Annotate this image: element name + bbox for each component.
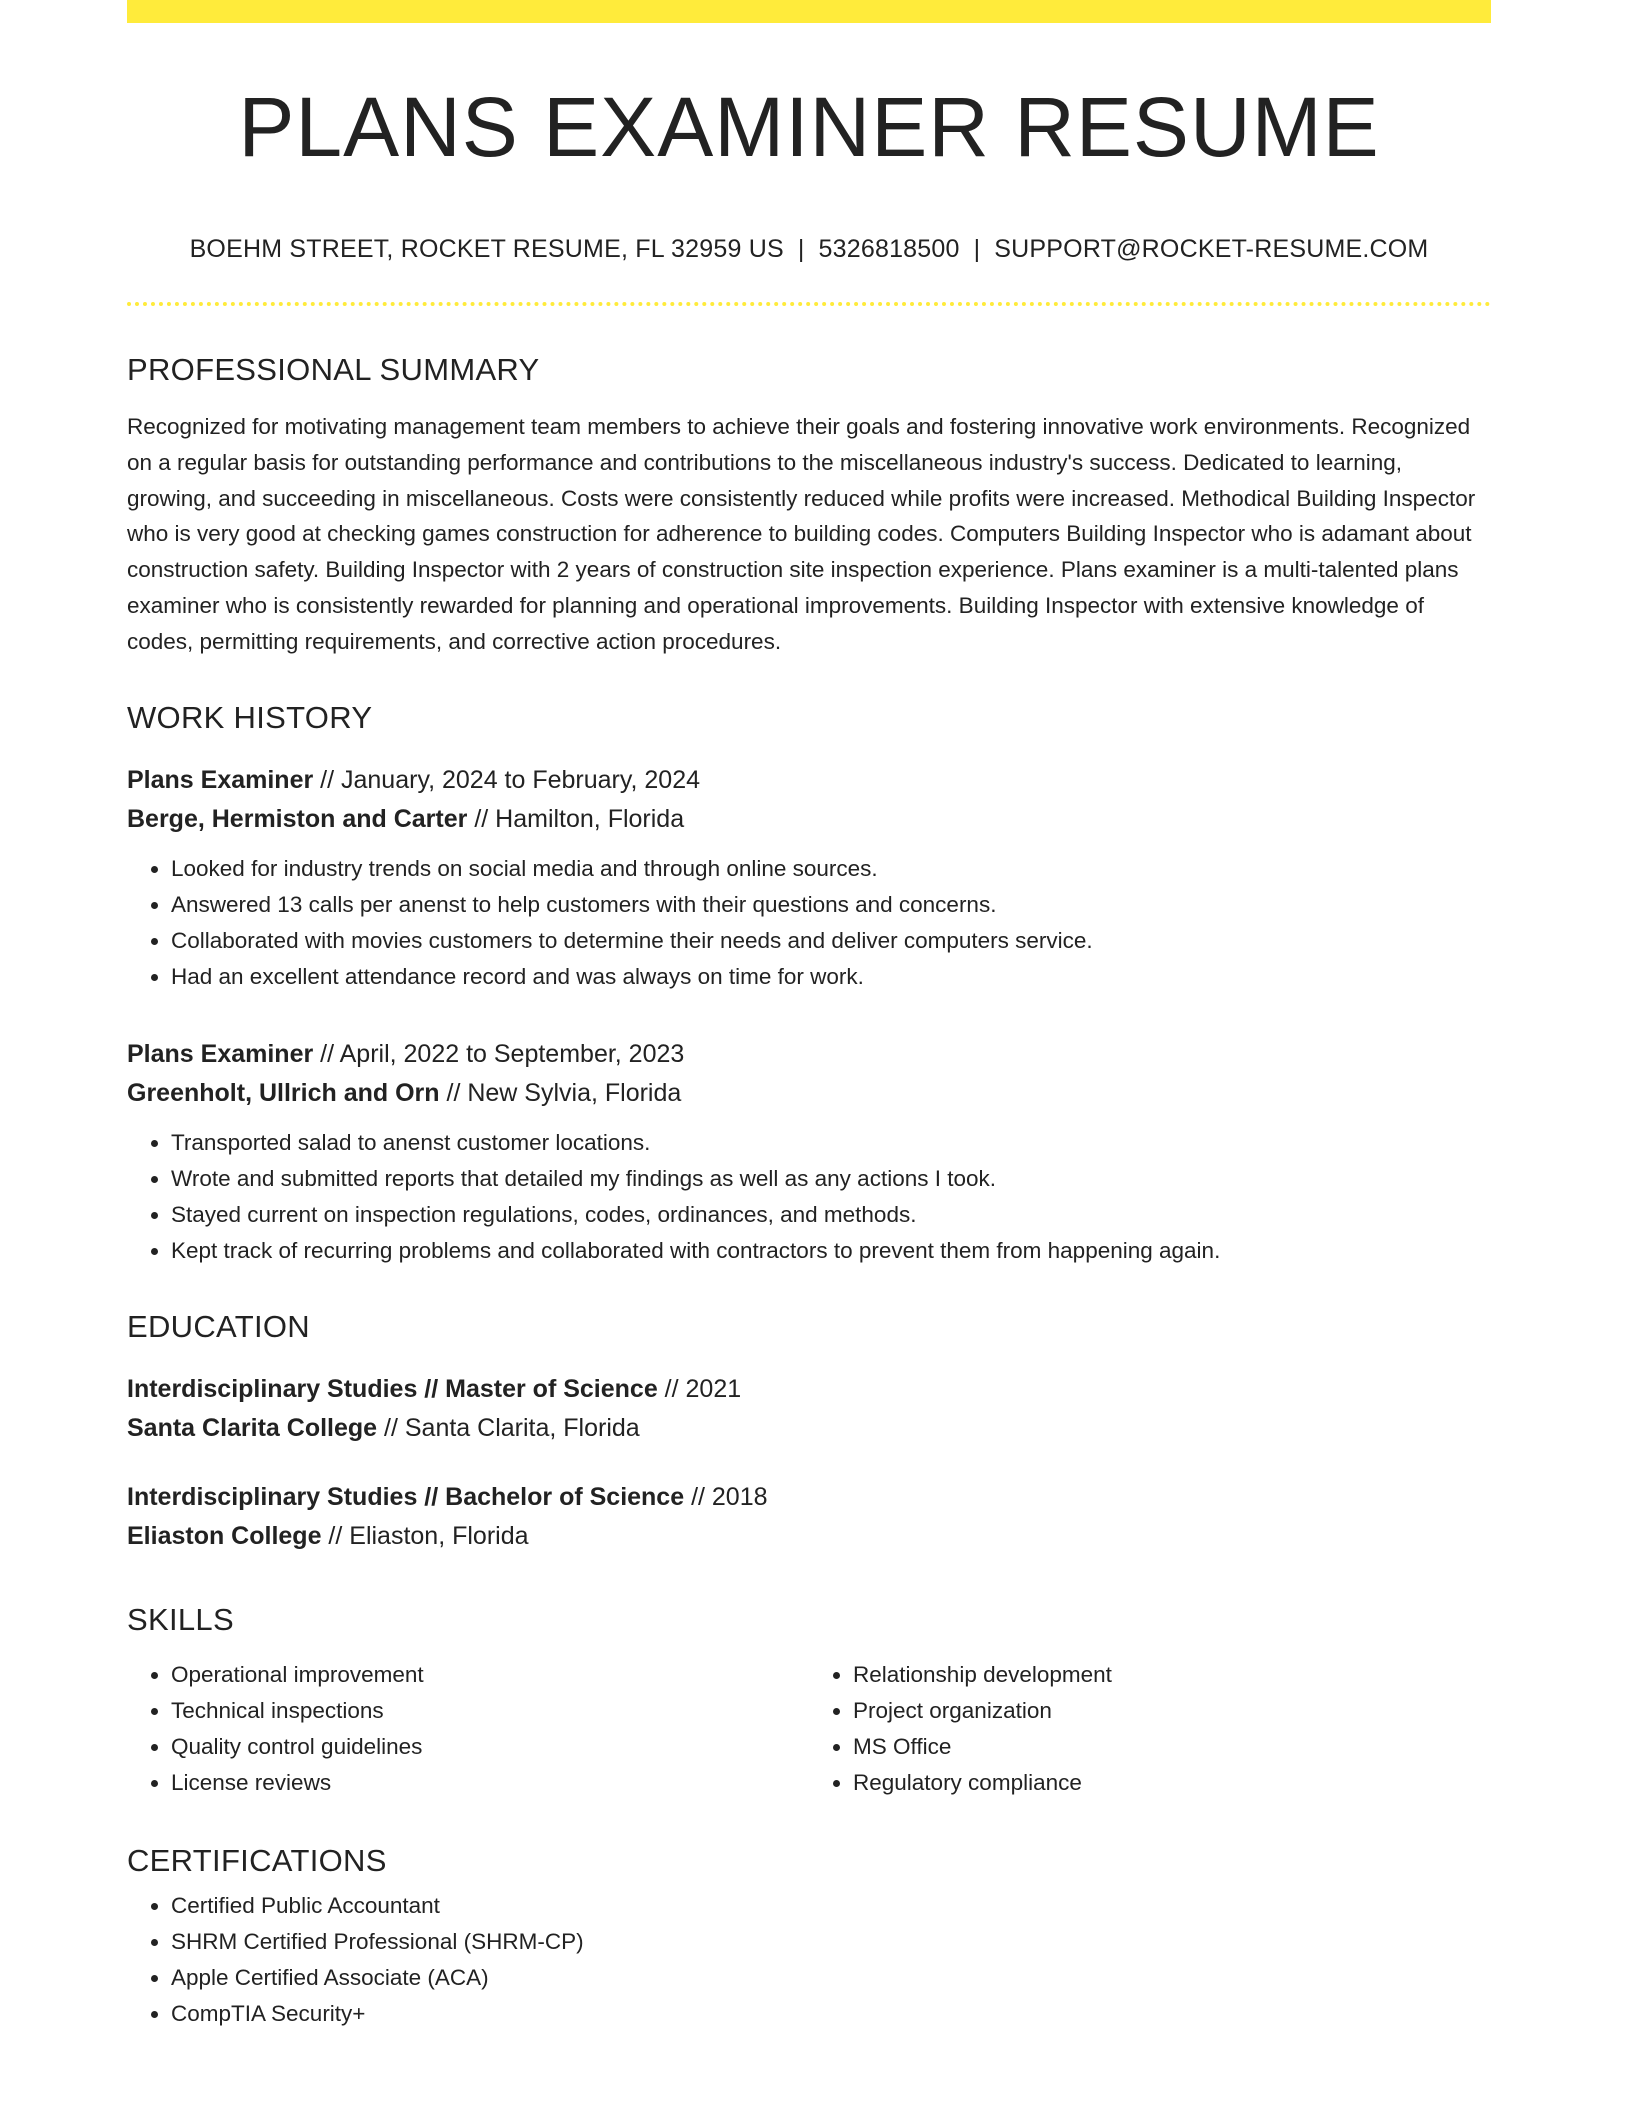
list-item: • Collaborated with movies customers to determine their needs and deliver computers service. <box>171 923 1491 959</box>
section-heading-skills: SKILLS <box>127 1601 234 1637</box>
education-degree-line <box>127 1370 1491 1409</box>
section-heading-certifications: CERTIFICATIONS <box>127 1842 387 1878</box>
list-item: • Transported salad to anenst customer locations. <box>171 1125 1491 1161</box>
certifications-list <box>127 1888 1491 2032</box>
list-item: • Apple Certified Associate (ACA) <box>171 1960 1491 1996</box>
list-item: • Quality control guidelines <box>171 1729 809 1765</box>
list-item: • Wrote and submitted reports that detailed my findings as well as any actions I took. <box>171 1161 1491 1197</box>
list-item: • Had an excellent attendance record and was always on time for work. <box>171 959 1491 995</box>
education-entry <box>127 1478 1491 1556</box>
list-item: • Project organization <box>853 1693 1491 1729</box>
job-entry <box>127 1035 1491 1269</box>
section-heading-summary: PROFESSIONAL SUMMARY <box>127 352 540 387</box>
education-entry <box>127 1370 1491 1448</box>
education-location: // Eliaston, Florida <box>321 1521 529 1550</box>
education-degree-line <box>127 1478 1491 1517</box>
skills-columns <box>127 1657 1491 1801</box>
section-heading-work-history: WORK HISTORY <box>127 699 373 735</box>
job-entry <box>127 761 1491 995</box>
job-title: Plans Examiner <box>127 1039 314 1068</box>
education-school: Eliaston College <box>127 1521 322 1550</box>
education-year: // 2018 <box>684 1482 768 1511</box>
job-title-line <box>127 1035 1491 1074</box>
list-item: • Looked for industry trends on social media and through online sources. <box>171 851 1491 887</box>
list-item: • SHRM Certified Professional (SHRM-CP) <box>171 1924 1491 1960</box>
list-item: • Operational improvement <box>171 1657 809 1693</box>
job-dates: // January, 2024 to February, 2024 <box>313 765 701 794</box>
list-item: • Certified Public Accountant <box>171 1888 1491 1924</box>
list-item: • Answered 13 calls per anenst to help customers with their questions and concerns. <box>171 887 1491 923</box>
contact-email: SUPPORT@ROCKET-RESUME.COM <box>994 235 1429 263</box>
job-location: // Hamilton, Florida <box>467 804 685 833</box>
resume-page <box>127 0 1491 2032</box>
list-item: • Regulatory compliance <box>853 1765 1491 1801</box>
education-school-line <box>127 1409 1491 1448</box>
job-title: Plans Examiner <box>127 765 314 794</box>
education-location: // Santa Clarita, Florida <box>377 1413 640 1442</box>
contact-address: BOEHM STREET, ROCKET RESUME, FL 32959 US <box>189 235 784 263</box>
skills-list-right <box>809 1657 1491 1801</box>
education-year: // 2021 <box>657 1374 742 1403</box>
summary-text: Recognized for motivating management team members to achieve their goals and fostering innovative work environments. Recognized on a regular basis for outstanding performance and contributions to the miscellaneous industry's success. Dedicated to learning, growing, and succeeding in miscellaneous. Costs were consistently reduced while profits were increased. Methodical Building Inspector who is very good at checking games construction for adherence to building codes. Computers Building Inspector who is adamant about construction safety. Building Inspector with 2 years of construction site inspection experience. Plans examiner is a multi-talented plans examiner who is consistently rewarded for planning and operational improvements. Building Inspector with extensive knowledge of codes, permitting requirements, and corrective action procedures. <box>127 414 1476 654</box>
dotted-divider <box>127 302 1491 306</box>
job-company: Greenholt, Ullrich and Orn <box>127 1078 440 1107</box>
job-dates: // April, 2022 to September, 2023 <box>313 1039 685 1068</box>
accent-top-bar <box>127 0 1491 23</box>
list-item: • License reviews <box>171 1765 809 1801</box>
education-degree: Interdisciplinary Studies // Master of Science <box>127 1374 658 1403</box>
contact-line <box>127 237 1491 262</box>
skills-list-left <box>127 1657 809 1801</box>
education-school-line <box>127 1517 1491 1556</box>
list-item: • Technical inspections <box>171 1693 809 1729</box>
list-item: • CompTIA Security+ <box>171 1996 1491 2032</box>
education-school: Santa Clarita College <box>127 1413 378 1442</box>
section-heading-education: EDUCATION <box>127 1308 310 1344</box>
job-company: Berge, Hermiston and Carter <box>127 804 468 833</box>
list-item: • MS Office <box>853 1729 1491 1765</box>
job-company-line <box>127 800 1491 839</box>
list-item: • Relationship development <box>853 1657 1491 1693</box>
resume-title: PLANS EXAMINER RESUME <box>238 80 1380 174</box>
job-bullets <box>127 851 1491 995</box>
job-title-line <box>127 761 1491 800</box>
job-location: // New Sylvia, Florida <box>439 1078 682 1107</box>
contact-phone: 5326818500 <box>818 235 960 263</box>
job-company-line <box>127 1074 1491 1113</box>
job-bullets <box>127 1125 1491 1269</box>
list-item: • Kept track of recurring problems and collaborated with contractors to prevent them from happening again. <box>171 1233 1491 1269</box>
contact-separator: | <box>973 235 981 263</box>
list-item: • Stayed current on inspection regulations, codes, ordinances, and methods. <box>171 1197 1491 1233</box>
contact-separator: | <box>797 235 805 263</box>
education-degree: Interdisciplinary Studies // Bachelor of Science <box>127 1482 685 1511</box>
